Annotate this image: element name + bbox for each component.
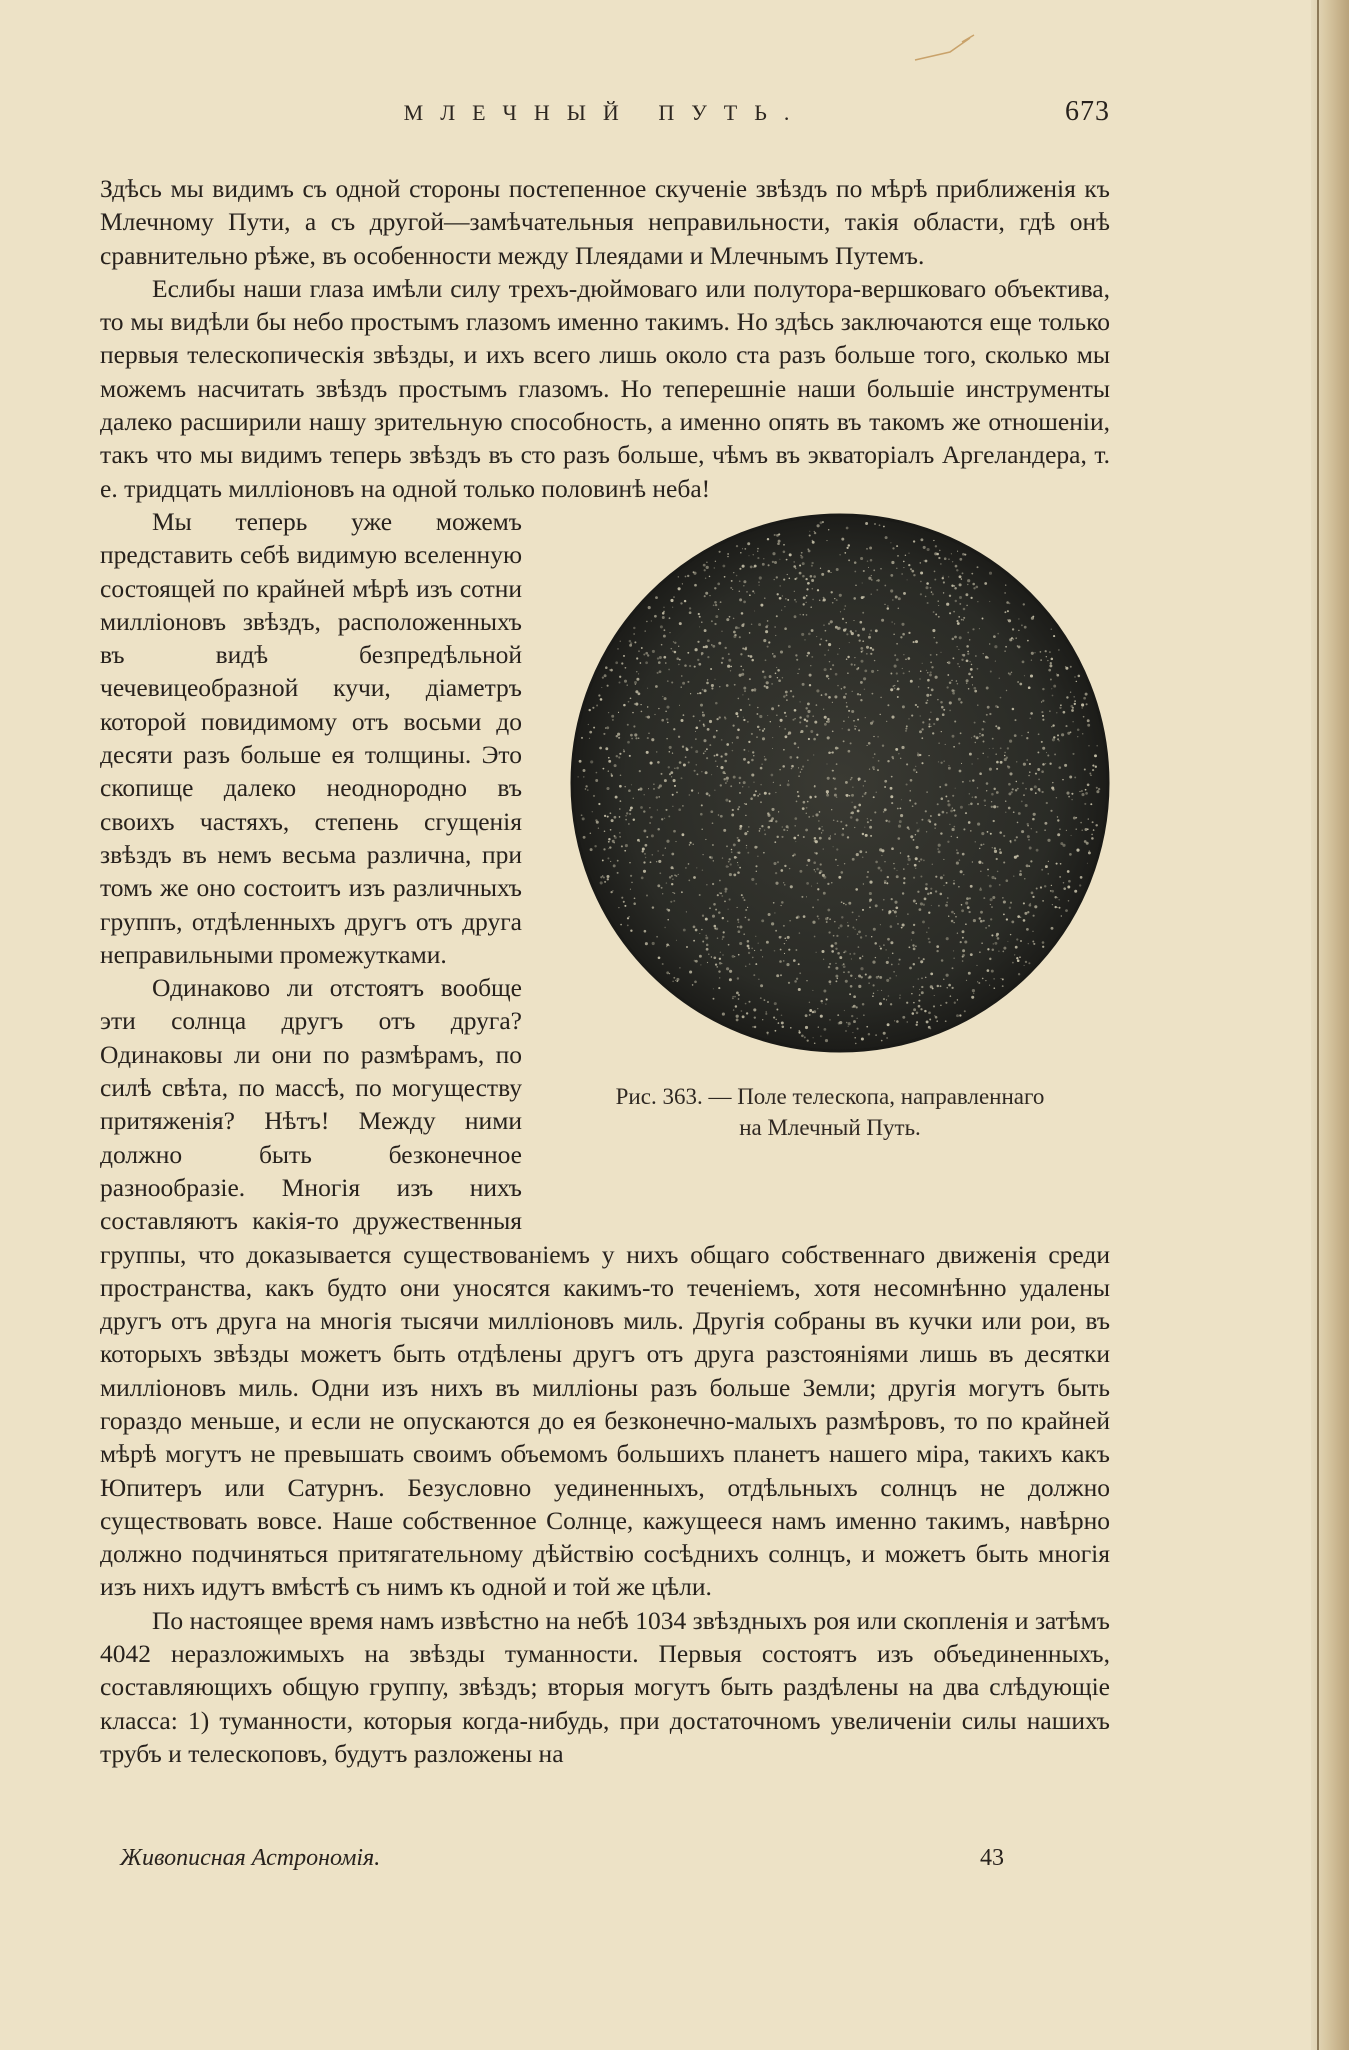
page-edge-line [1317,0,1319,2050]
paragraph: По настоящее время намъ извѣстно на небѣ 1034 звѣздныхъ роя или скопленія и затѣмъ 4042 неразложимыхъ на звѣзды туманности. Первыя состоятъ изъ объединенныхъ, составляющихъ общую группу, звѣздъ; вторыя могутъ быть раздѣлены на два слѣдующіе класса: 1) туманности, которыя когда-нибудь, при достаточномъ увеличеніи силы нашихъ трубъ и телескоповъ, будутъ разложены на [100,1605,1110,1768]
figure [550,513,1110,1203]
page-header [100,96,1110,136]
paragraph: Одинаково ли отстоятъ вообще эти солнца другъ отъ друга? Одинаковы ли они по размѣрамъ, по силѣ свѣта, по массѣ, по могуществу притяженія? Нѣтъ! Между ними должно быть безконечное разнообразіе. Многія изъ нихъ составляютъ какія-то дружественныя группы, что доказывается существованіемъ у нихъ общаго собственнаго движенія среди пространства, какъ будто они уносятся какимъ-то теченіемъ, хотя несомнѣнно удалены другъ отъ друга на многія тысячи милліоновъ миль. Другія собраны въ кучки или рои, въ которыхъ звѣзды можетъ быть отдѣлены другъ отъ друга разстояніями лишь въ десятки милліоновъ миль. Одни изъ нихъ въ милліоны разъ больше Земли; другія могутъ быть гораздо меньше, и если не опускаются до ея безконечно-малыхъ размѣровъ, то по крайней мѣрѣ могутъ не превышать своимъ объемомъ большихъ планетъ нашего міра, такихъ какъ Юпитеръ или Сатурнъ. Безусловно уединенныхъ, отдѣльныхъ солнцъ не должно существовать вовсе. Наше собственное Солнце, кажущееся намъ именно такимъ, навѣрно должно подчиняться притягательному дѣйствію сосѣднихъ солнцъ, и можетъ быть многія изъ нихъ идутъ вмѣстѣ съ нимъ къ одной и той же цѣли. [100,973,1110,1602]
caption-line-1: Рис. 363. — Поле телескопа, направленнаго [615,1083,1045,1109]
paragraph: Еслибы наши глаза имѣли силу трехъ-дюймоваго или полутора-вершковаго объектива, то мы видѣли бы небо простымъ глазомъ именно такимъ. Но здѣсь заключаются еще только первыя телескопическія звѣзды, и ихъ всего лишь около ста разъ больше того, сколько мы можемъ насчитать звѣздъ простымъ глазомъ. Но теперешніе наши большіе инструменты далеко расширили нашу зрительную способность, а именно опять въ такомъ же отношеніи, такъ что мы видимъ теперь звѣздъ въ сто разъ больше, чѣмъ въ экваторіалъ Аргеландера, т. е. тридцать милліоновъ на одной только половинѣ неба! [100,273,1110,503]
pen-mark [910,30,980,70]
signature-mark: 43 [980,1845,1004,1871]
figure-caption [550,1081,1110,1143]
caption-line-2: на Млечный Путь. [739,1114,921,1140]
page-number: 673 [1065,96,1110,127]
telescope-field-image [570,513,1110,1053]
page-footer [100,1845,1110,1885]
paragraph: Здѣсь мы видимъ съ одной стороны постепенное скученіе звѣздъ по мѣрѣ приближенія къ Млечному Пути, а съ другой—замѣчательныя неправильности, такія области, гдѣ онѣ сравнительно рѣже, въ особенности между Плеядами и Млечнымъ Путемъ. [100,174,1110,270]
running-title: МЛЕЧНЫЙ ПУТЬ. [403,100,807,125]
body-text [100,172,1110,1770]
paragraph: Мы теперь уже можемъ представить себѣ видимую вселенную состоящей по крайней мѣрѣ изъ сотни милліоновъ звѣздъ, расположенныхъ въ видѣ безпредѣльной чечевицеобразной кучи, діаметръ которой повидимому отъ восьми до десяти разъ больше ея толщины. Это скопище далеко неоднородно въ своихъ частяхъ, степень сгущенія звѣздъ въ немъ весьма различна, при томъ же оно состоитъ изъ различныхъ группъ, отдѣленныхъ другъ отъ друга неправильными промежутками. [100,506,522,969]
book-title: Живописная Астрономія. [120,1845,381,1871]
